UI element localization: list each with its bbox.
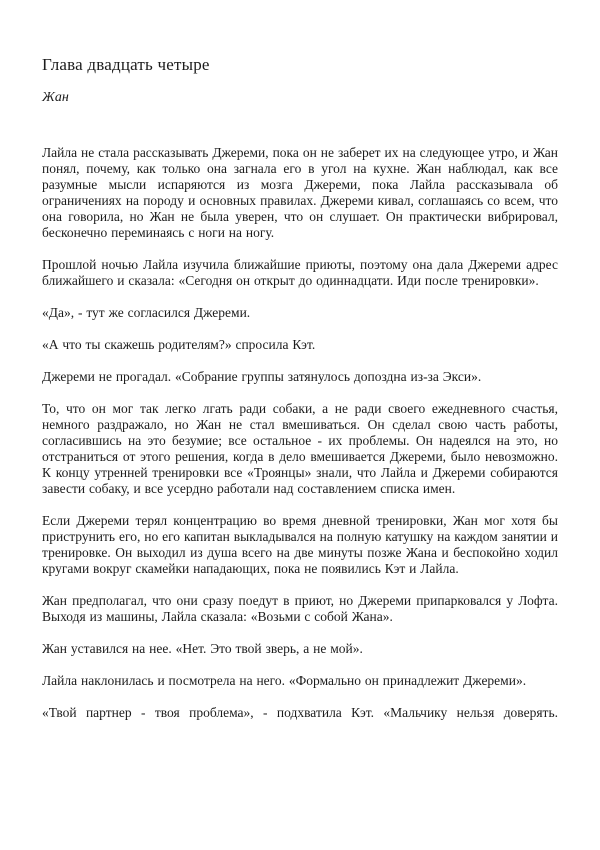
chapter-subtitle: Жан	[42, 90, 69, 105]
paragraph-cutoff: «Твой партнер - твоя проблема», - подхватила Кэт. «Мальчику нельзя доверять.	[42, 705, 558, 720]
paragraph: Прошлой ночью Лайла изучила ближайшие приюты, поэтому она дала Джереми адрес ближайшего и сказала: «Сегодня он открыт до одиннадцати. Иди после тренировки».	[42, 257, 558, 288]
paragraph: Лайла наклонилась и посмотрела на него. «Формально он принадлежит Джереми».	[42, 673, 527, 688]
paragraph: То, что он мог так легко лгать ради собаки, а не ради своего ежедневного счастья, немного раздражало, но Жан не стал вмешиваться. Он сделал свою часть работы, согласившись на это безумие; все остальное - их проблемы. Он надеялся на это, но отстраниться от этого решения, когда в дело вмешивается Джереми, было невозможно. К концу утренней тренировки все «Троянцы» знали, что Лайла и Джереми собираются завести собаку, и все усердно работали над составлением списка имен.	[42, 401, 558, 496]
paragraph: Если Джереми терял концентрацию во время дневной тренировки, Жан мог хотя бы приструнить его, но его капитан выкладывался на полную катушку на каждом занятии и тренировке. Он выходил из душа всего на две минуты позже Жана и беспокойно ходил кругами вокруг скамейки нападающих, пока не появились Кэт и Лайла.	[42, 513, 558, 576]
paragraph: Лайла не стала рассказывать Джереми, пока он не заберет их на следующее утро, и Жан понял, почему, как только она загнала его в угол на кухне. Жан наблюдал, как все разумные мысли испаряются из мозга Джереми, пока Лайла рассказывала об ограничениях на породу и основных правилах. Джереми кивал, соглашаясь со всем, что она говорила, но Жан не была уверен, что он слушает. Он практически вибрировал, бесконечно переминаясь с ноги на ногу.	[42, 145, 558, 240]
paragraph: Джереми не прогадал. «Собрание группы затянулось допоздна из-за Экси».	[42, 369, 482, 384]
paragraph: «Да», - тут же согласился Джереми.	[42, 305, 251, 320]
chapter-title: Глава двадцать четыре	[42, 55, 210, 74]
body-text	[42, 145, 558, 721]
paragraph: «А что ты скажешь родителям?» спросила Кэт.	[42, 337, 316, 352]
paragraph: Жан уставился на нее. «Нет. Это твой зверь, а не мой».	[42, 641, 363, 656]
paragraph: Жан предполагал, что они сразу поедут в приют, но Джереми припарковался у Лофта. Выходя из машины, Лайла сказала: «Возьми с собой Жана».	[42, 593, 558, 624]
